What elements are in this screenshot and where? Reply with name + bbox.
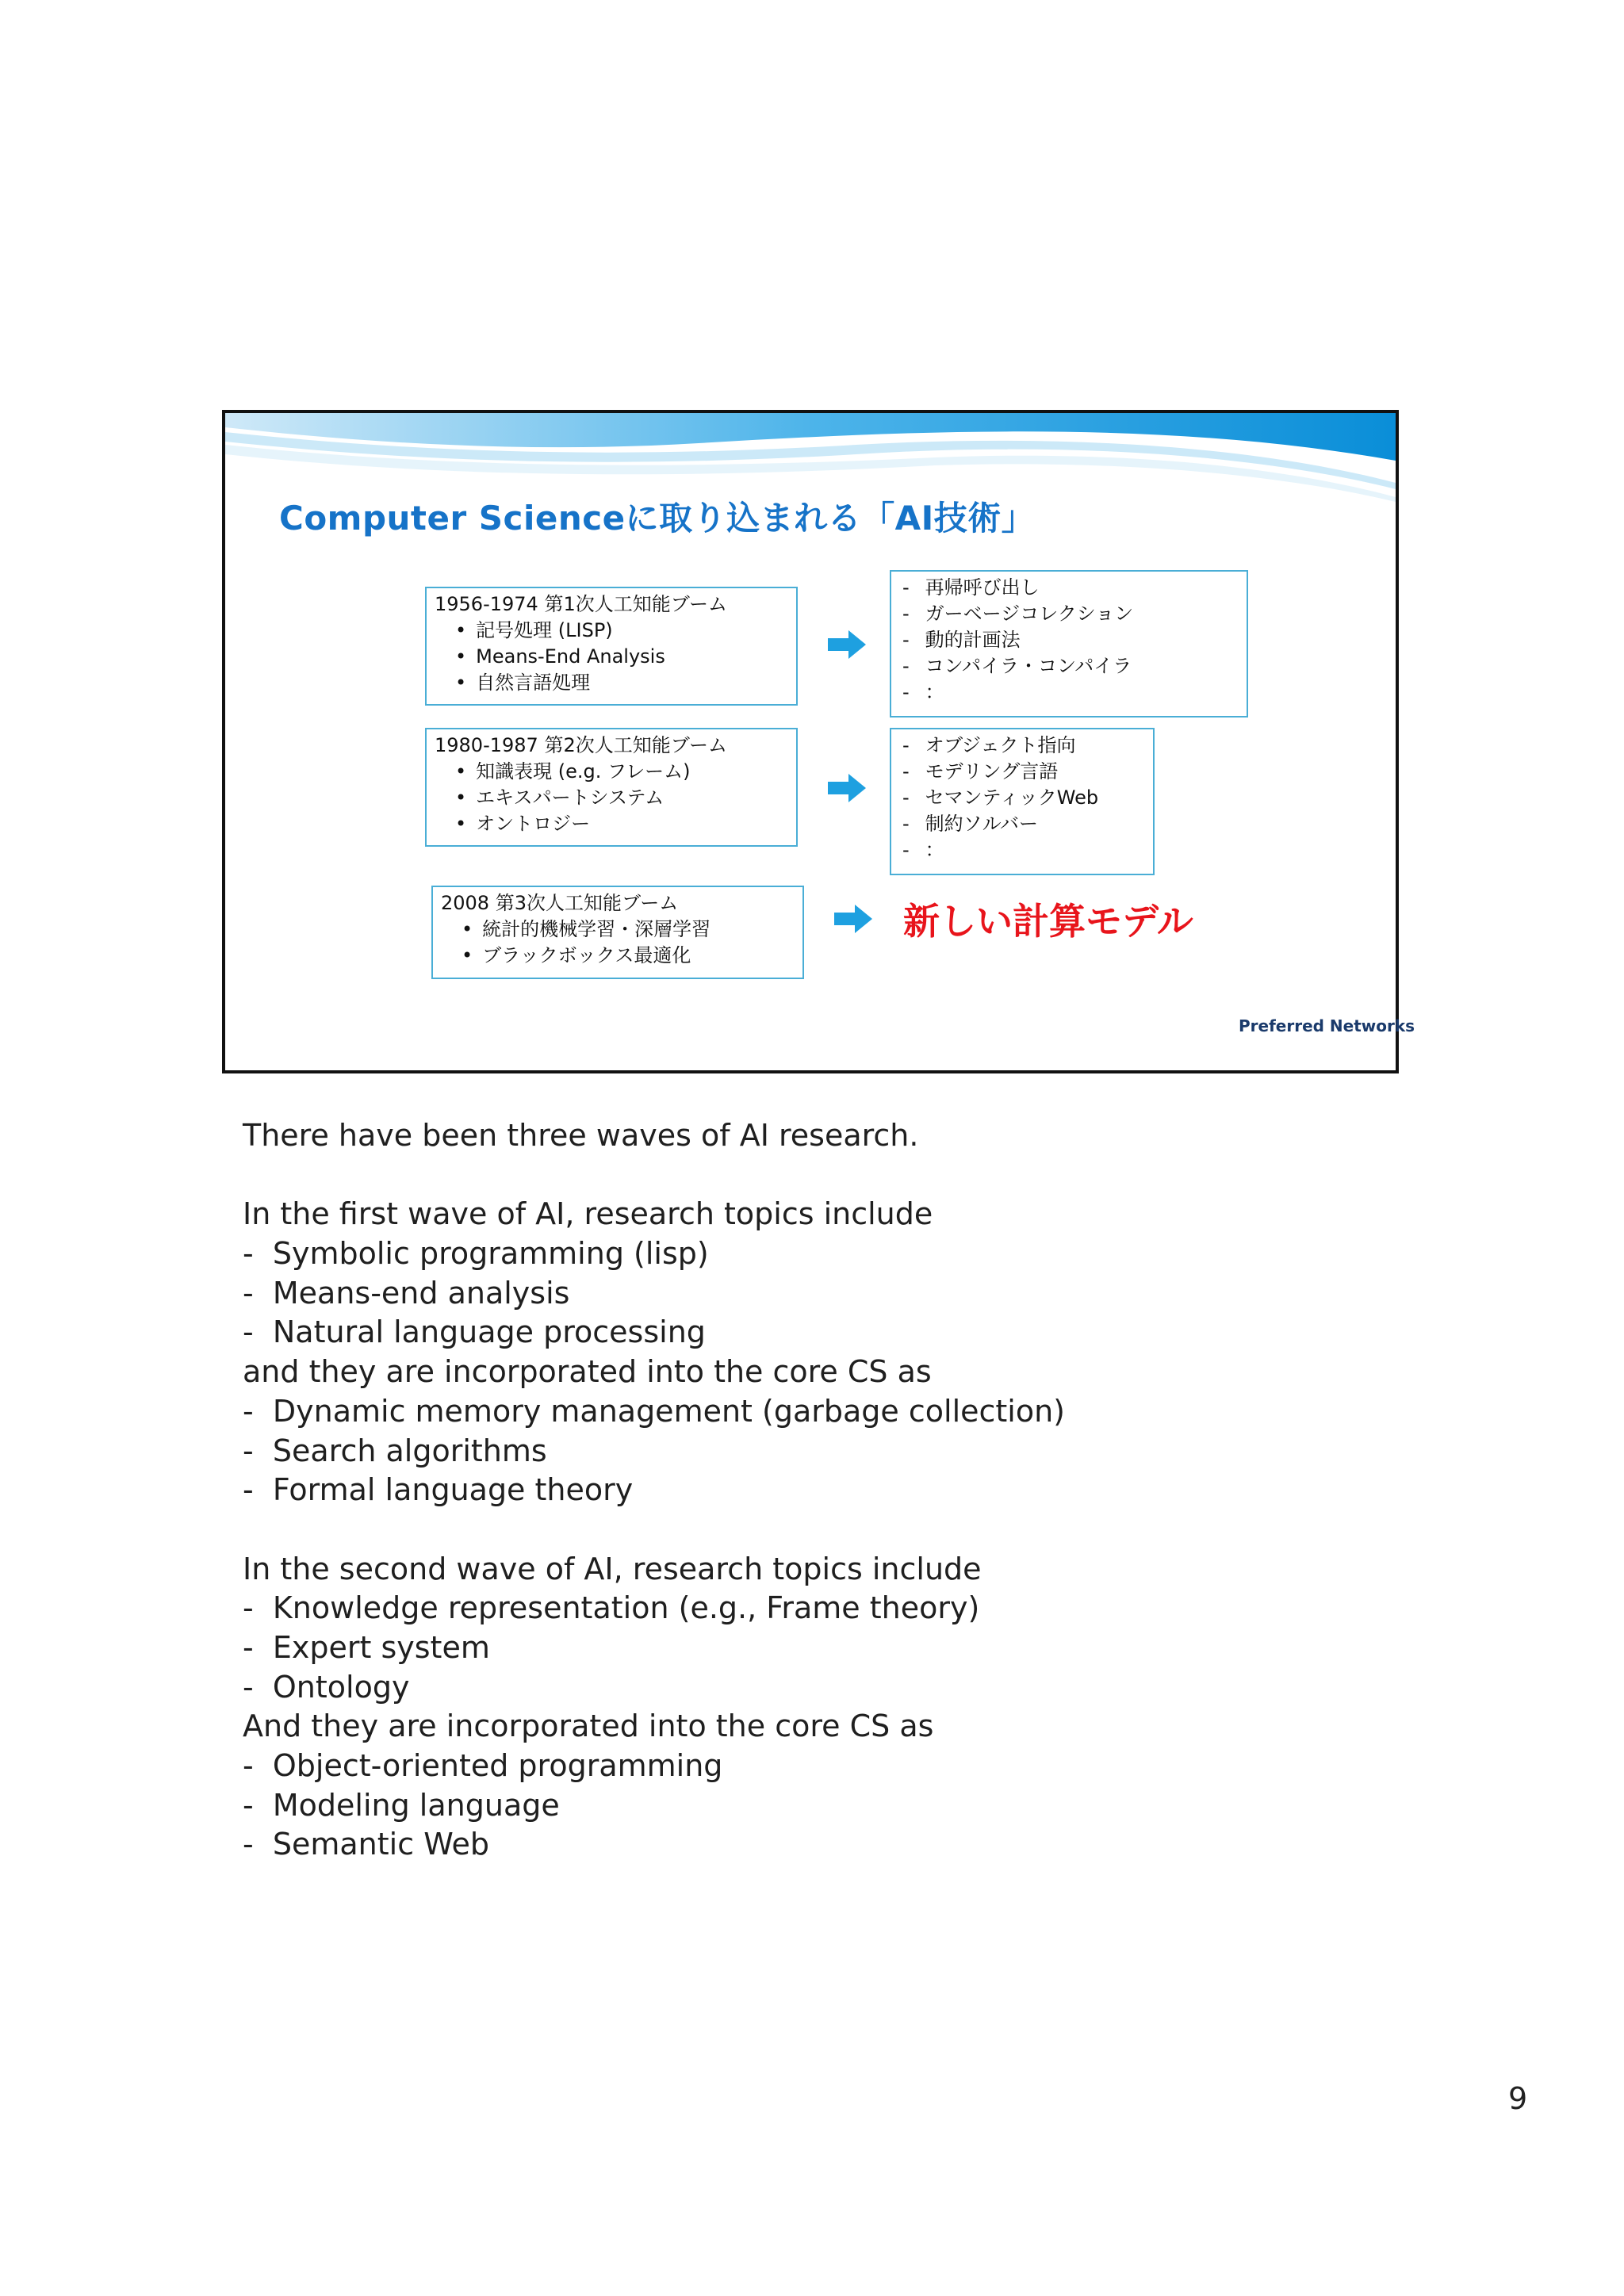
result-box-2 — [890, 728, 1155, 875]
list-item: - Knowledge representation (e.g., Frame theory) — [243, 1589, 1432, 1628]
company-logo: Preferred Networks — [1239, 1016, 1415, 1035]
boom-box-2 — [425, 728, 798, 847]
slide-title: Computer Scienceに取り込まれる「AI技術」 — [279, 499, 1036, 538]
right-arrow-icon — [828, 630, 866, 659]
boom-item: • Means-End Analysis — [455, 644, 788, 670]
right-arrow-icon — [834, 905, 872, 933]
list-item: - Means-end analysis — [243, 1274, 1432, 1314]
boom-heading: 1956-1974 第1次人工知能ブーム — [435, 593, 727, 615]
list-item: - Object-oriented programming — [243, 1747, 1432, 1786]
result-item: - 制約ソルバー — [902, 811, 1145, 837]
notes-intro: There have been three waves of AI research. — [243, 1118, 919, 1153]
wave2-heading: In the second wave of AI, research topics include — [243, 1551, 982, 1586]
boom-item: • 記号処理 (LISP) — [455, 618, 788, 644]
boom-heading: 2008 第3次人工知能ブーム — [441, 892, 679, 914]
list-item: - Ontology — [243, 1668, 1432, 1708]
list-item: - Natural language processing — [243, 1313, 1432, 1353]
list-item: - Expert system — [243, 1628, 1432, 1668]
list-item: - Modeling language — [243, 1786, 1432, 1826]
result-item: - セマンティックWeb — [902, 785, 1145, 811]
result-item: - ： — [902, 837, 1145, 863]
speaker-notes — [243, 1116, 1432, 1865]
list-item: - Symbolic programming (lisp) — [243, 1234, 1432, 1274]
wave2-bridge: And they are incorporated into the core CS as — [243, 1709, 934, 1744]
boom-item: • エキスパートシステム — [455, 785, 788, 811]
result-item: - ： — [902, 679, 1239, 706]
list-item: - Formal language theory — [243, 1471, 1432, 1510]
boom-heading: 1980-1987 第2次人工知能ブーム — [435, 734, 727, 756]
list-item: - Dynamic memory management (garbage collection) — [243, 1392, 1432, 1432]
result-item: - 動的計画法 — [902, 627, 1239, 653]
wave1-bridge: and they are incorporated into the core CS as — [243, 1354, 932, 1390]
boom-item: • ブラックボックス最適化 — [462, 943, 795, 969]
boom-item: • オントロジー — [455, 811, 788, 837]
new-computation-model-label: 新しい計算モデル — [903, 900, 1193, 943]
right-arrow-icon — [828, 774, 866, 802]
boom-box-1 — [425, 587, 798, 706]
boom-item: • 知識表現 (e.g. フレーム) — [455, 759, 788, 785]
result-box-1 — [890, 570, 1248, 718]
boom-item: • 自然言語処理 — [455, 670, 788, 696]
wave1-heading: In the first wave of AI, research topics include — [243, 1196, 933, 1232]
boom-item: • 統計的機械学習・深層学習 — [462, 916, 795, 943]
result-item: - モデリング言語 — [902, 759, 1145, 785]
result-item: - コンパイラ・コンパイラ — [902, 653, 1239, 679]
result-item: - ガーベージコレクション — [902, 601, 1239, 627]
result-item: - オブジェクト指向 — [902, 733, 1145, 759]
boom-box-3 — [431, 886, 804, 979]
result-item: - 再帰呼び出し — [902, 575, 1239, 601]
page-number: 9 — [1508, 2081, 1528, 2116]
slide-thumbnail — [222, 410, 1415, 1073]
list-item: - Search algorithms — [243, 1432, 1432, 1471]
list-item: - Semantic Web — [243, 1825, 1432, 1865]
